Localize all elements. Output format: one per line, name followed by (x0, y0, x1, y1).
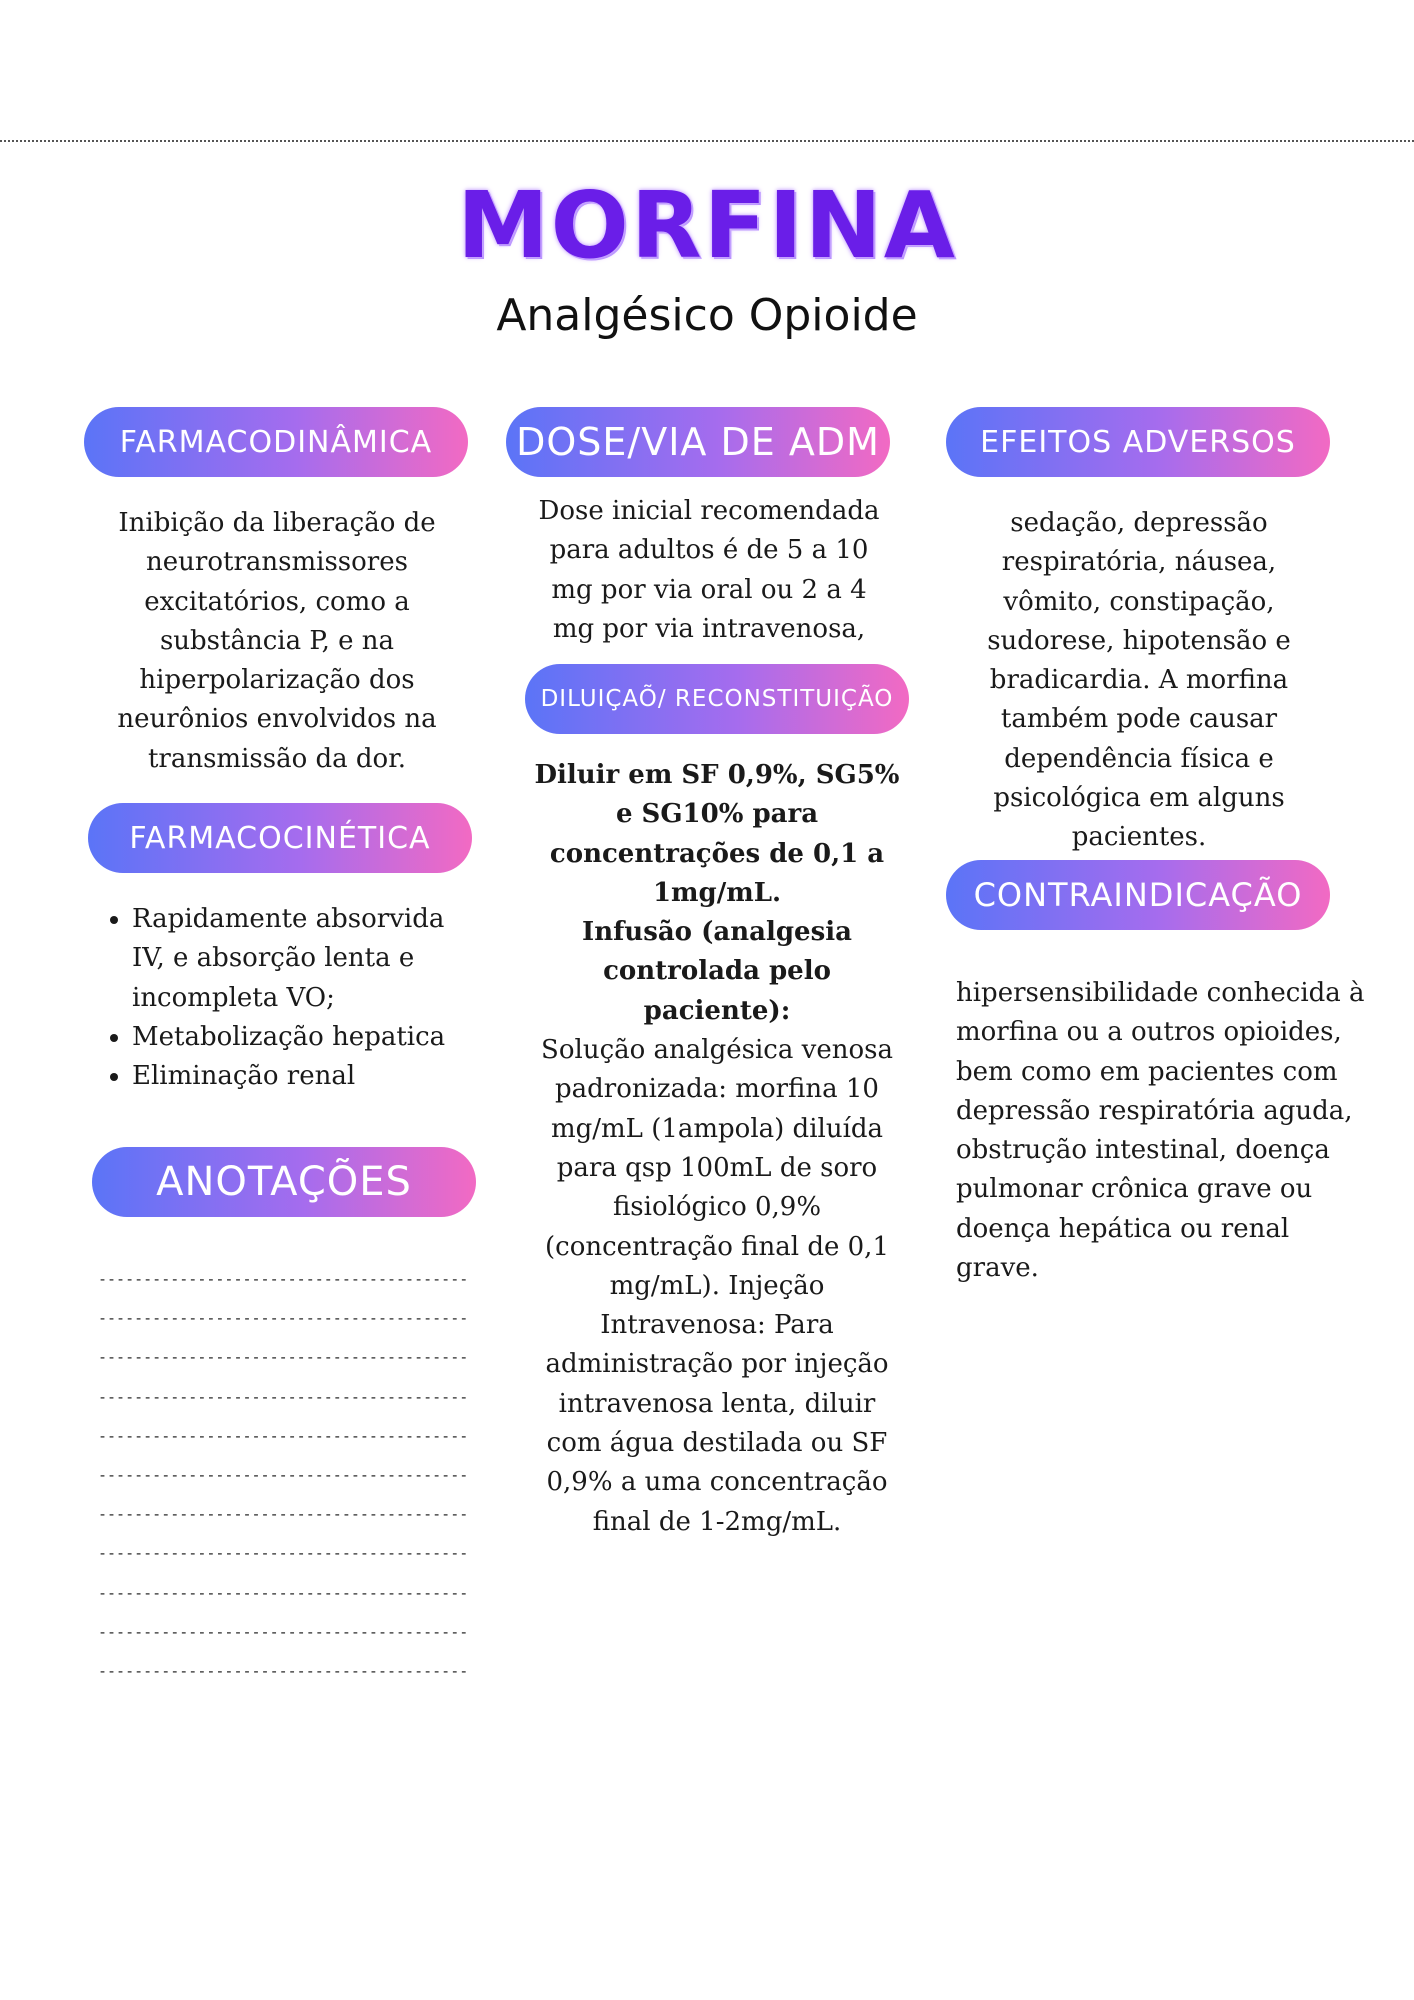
diluicao-block (532, 756, 902, 1542)
efeitos-heading-label: EFEITOS ADVERSOS (980, 424, 1296, 460)
contraindicacao-text: hipersensibilidade conhecida à morfina ou a outros opioides, bem como em pacientes com depressão respiratória aguda, obstrução intestinal, doença pulmonar crônica grave ou doença hepática ou renal grave. (956, 978, 1365, 1284)
annotation-line[interactable]: ----------------------------------------- (98, 1348, 469, 1367)
annotation-line[interactable]: ----------------------------------------- (98, 1544, 469, 1563)
page-subtitle: Analgésico Opioide (496, 290, 918, 341)
dose-heading (506, 407, 890, 477)
farmacodinamica-text: Inibição da liberação de neurotransmissores excitatórios, como a substância P, e na hiperpolarização dos neurônios envolvidos na transmissão da dor. (117, 508, 437, 774)
contraindicacao-heading-label: CONTRAINDICAÇÃO (973, 876, 1303, 914)
farmacocinetica-item: • Rapidamente absorvida IV, e absorção lenta e incompleta VO; (132, 900, 458, 1018)
page-title: MORFINA (457, 172, 957, 279)
anotacoes-heading-label: ANOTAÇÕES (156, 1159, 412, 1205)
annotation-line[interactable]: ----------------------------------------- (98, 1583, 469, 1602)
annotation-line[interactable]: ----------------------------------------- (98, 1309, 469, 1328)
farmacodinamica-heading (84, 407, 468, 477)
farmacocinetica-list (98, 900, 458, 1096)
dose-text: Dose inicial recomendada para adultos é de 5 a 10 mg por via oral ou 2 a 4 mg por via intravenosa, (538, 496, 880, 644)
anotacoes-heading (92, 1147, 476, 1217)
annotation-line[interactable]: ----------------------------------------- (98, 1466, 469, 1485)
diluicao-heading-label: DILUIÇAÕ/ RECONSTITUIÇÃO (540, 686, 894, 712)
dose-heading-label: DOSE/VIA DE ADM (516, 420, 880, 464)
farmacocinetica-item: • Metabolização hepatica (132, 1018, 458, 1057)
contraindicacao-heading (946, 860, 1330, 930)
farmacocinetica-item: • Eliminação renal (132, 1057, 458, 1096)
diluicao-bold-1: Diluir em SF 0,9%, SG5% e SG10% para concentrações de 0,1 a 1mg/mL. (534, 760, 900, 908)
top-divider (0, 140, 1414, 142)
diluicao-bold-2: Infusão (analgesia controlada pelo paciente): (582, 917, 852, 1026)
farmacocinetica-heading-label: FARMACOCINÉTICA (129, 820, 431, 856)
farmacodinamica-heading-label: FARMACODINÂMICA (119, 424, 433, 460)
annotation-line[interactable]: ----------------------------------------- (98, 1505, 469, 1524)
annotation-line[interactable]: ----------------------------------------- (98, 1387, 469, 1406)
farmacocinetica-heading (88, 803, 472, 873)
annotation-line[interactable]: ----------------------------------------- (98, 1270, 469, 1288)
diluicao-text: Solução analgésica venosa padronizada: morfina 10 mg/mL (1ampola) diluída para qsp 100mL de soro fisiológico 0,9% (concentração final de 0,1 mg/mL). Injeção Intravenosa: Para administração por injeção intravenosa lenta, diluir com água destilada ou SF 0,9% a uma concentração final de 1-2mg/mL. (541, 1035, 893, 1537)
efeitos-text: sedação, depressão respiratória, náusea, vômito, constipação, sudorese, hipotensão e bradicardia. A morfina também pode causar dependência física e psicológica em alguns pacientes. (987, 508, 1291, 853)
annotation-lines (98, 1260, 470, 1691)
annotation-line[interactable]: ----------------------------------------- (98, 1426, 469, 1445)
annotation-line[interactable]: ----------------------------------------- (98, 1622, 469, 1641)
annotation-line[interactable]: ----------------------------------------- (98, 1662, 469, 1681)
efeitos-heading (946, 407, 1330, 477)
diluicao-heading (525, 664, 909, 734)
